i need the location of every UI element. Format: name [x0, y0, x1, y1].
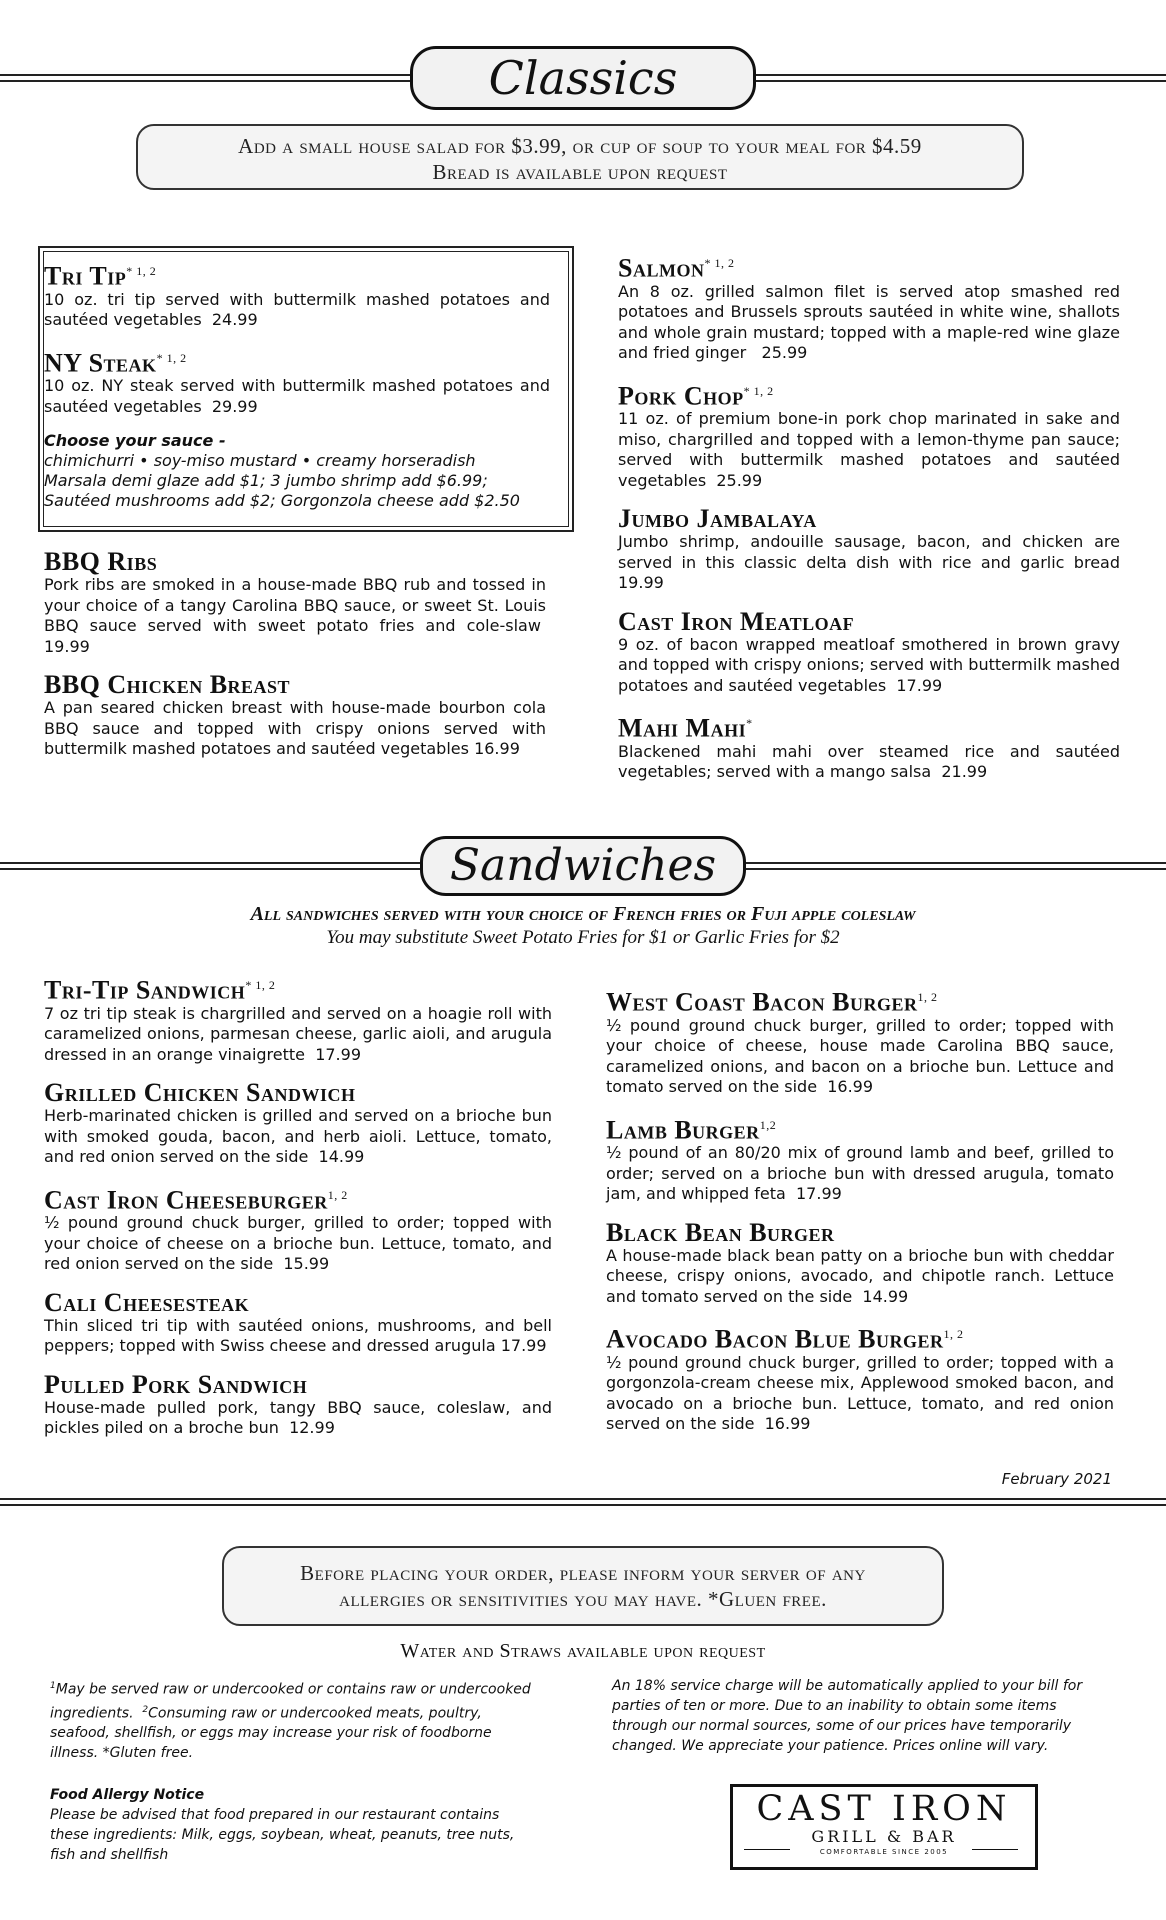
item-desc: ½ pound ground chuck burger, grilled to order; topped with your choice of cheese, house made Carolina BBQ sauce, caramelized onions, and bacon on a brioche bun. Lettuce and tomato served on the side [606, 1015, 1114, 1097]
service-charge-note: An 18% service charge will be automatically applied to your bill for parties of ten or more. Due to an inability to obtain some items through our normal sources, some of our prices have temporarily changed. We appreciate your patience. Prices online will vary. [612, 1678, 1083, 1754]
sauce-line-3: Sautéed mushrooms add $2; Gorgonzola cheese add $2.50 [44, 491, 520, 511]
item-desc: A pan seared chicken breast with house-made bourbon cola BBQ sauce and topped with crispy onions served with buttermilk mashed potatoes and sautéed vegetables [44, 698, 546, 758]
item-price: 16.99 [764, 1414, 811, 1434]
item-name: Mahi Mahi [618, 713, 747, 743]
menu-item [44, 548, 546, 657]
addon-line-2: Bread is available upon request [432, 160, 728, 184]
item-price: 17.99 [896, 675, 943, 695]
item-price: 21.99 [941, 762, 988, 782]
item-price: 14.99 [862, 1286, 909, 1306]
item-price: 19.99 [44, 636, 90, 656]
item-desc: 10 oz. tri tip served with buttermilk mashed potatoes and sautéed vegetables [44, 289, 550, 330]
item-price: 12.99 [289, 1418, 335, 1438]
item-price: 16.99 [827, 1077, 874, 1097]
raw-food-notice [50, 1676, 540, 1763]
item-price: 25.99 [761, 343, 808, 363]
item-price: 17.99 [315, 1044, 361, 1064]
menu-item [44, 1289, 552, 1357]
classics-right [618, 250, 1120, 797]
item-desc: Blackened mahi mahi over steamed rice and sautéed vegetables; served with a mango salsa [618, 741, 1120, 782]
menu-item [606, 984, 1114, 1098]
item-name: Jumbo Jambalaya [618, 504, 817, 534]
menu-item [606, 1219, 1114, 1308]
allergy-notice-text: Please be advised that food prepared in our restaurant contains these ingredients: Milk, eggs, soybean, wheat, peanuts, tree nuts, fish and shellfish [50, 1807, 515, 1864]
item-desc: Herb-marinated chicken is grilled and served on a brioche bun with smoked gouda, bacon, and herb aioli. Lettuce, tomato, and red onion served on the side [44, 1106, 552, 1167]
item-price: 24.99 [211, 310, 258, 330]
sandwiches-title: Sandwiches [420, 836, 746, 896]
cast-iron-logo [730, 1784, 1038, 1870]
logo-name: CAST IRON [756, 1789, 1012, 1829]
item-name: Grilled Chicken Sandwich [44, 1078, 356, 1108]
item-mark: 1, 2 [327, 1187, 348, 1202]
sauce-line-2: Marsala demi glaze add $1; 3 jumbo shrimp add $6.99; [44, 471, 488, 491]
item-mark: * 1, 2 [704, 256, 735, 270]
menu-item [618, 250, 1120, 364]
item-mark: * 1, 2 [245, 978, 276, 992]
menu-item [618, 378, 1120, 492]
item-desc: 9 oz. of bacon wrapped meatloaf smothered in brown gravy and topped with crispy onions; served with buttermilk mashed potatoes and sautéed vegetables [618, 634, 1120, 695]
item-name: West Coast Bacon Burger [606, 987, 918, 1017]
item-name: BBQ Ribs [44, 547, 158, 576]
item-name: Tri-Tip Sandwich [44, 975, 246, 1005]
sauce-title: Choose your sauce - [44, 431, 226, 451]
item-name: Pulled Pork Sandwich [44, 1369, 308, 1399]
allergy-warning-box [222, 1546, 944, 1626]
footnote-1-text: May be served raw or undercooked or contains raw or undercooked ingredients. [50, 1681, 531, 1722]
menu-item [44, 972, 552, 1065]
water-straws-note: Water and Straws available upon request [400, 1640, 766, 1662]
menu-item [44, 1371, 552, 1439]
menu-item [618, 505, 1120, 594]
menu-item [44, 1182, 552, 1275]
menu-date: February 2021 [1001, 1470, 1112, 1488]
footnote-mark-2: 2 [142, 1704, 149, 1715]
item-price: 15.99 [283, 1254, 330, 1274]
footnote-mark-1: 1 [50, 1681, 56, 1691]
item-desc: A house-made black bean patty on a brioche bun with cheddar cheese, crispy onions, avocado, and chipotle ranch. Lettuce and tomato served on the side [606, 1245, 1114, 1306]
item-price: 17.99 [500, 1336, 547, 1356]
sandwiches-left [44, 972, 552, 1453]
item-name: Cast Iron Meatloaf [618, 606, 855, 636]
item-name: Pork Chop [618, 381, 744, 411]
item-desc: Jumbo shrimp, andouille sausage, bacon, and chicken are served in this classic delta dish with rice and garlic bread [618, 532, 1120, 572]
item-price: 16.99 [474, 739, 520, 758]
item-price: 17.99 [796, 1184, 842, 1204]
item-name: BBQ Chicken Breast [44, 670, 291, 699]
sauce-options [44, 431, 550, 511]
logo-flourish-right [972, 1849, 1018, 1850]
classics-title: Classics [410, 46, 756, 110]
sandwich-substitute-note: You may substitute Sweet Potato Fries for $1 or Garlic Fries for $2 [326, 927, 840, 948]
allergy-line-1: Before placing your order, please inform your server of any [300, 1561, 866, 1585]
menu-item [44, 671, 546, 760]
classics-left-boxed [44, 258, 550, 511]
item-desc: ½ pound of an 80/20 mix of ground lamb and beef, grilled to order; served on a brioche bun with dressed arugula, tomato jam, and whipped feta [606, 1143, 1114, 1204]
item-mark: 1, 2 [917, 990, 938, 1004]
classics-left-more [44, 548, 546, 774]
allergy-notice-title: Food Allergy Notice [50, 1787, 205, 1804]
menu-item [44, 258, 550, 331]
logo-sub: GRILL & BAR [811, 1827, 957, 1846]
item-desc: Thin sliced tri tip with sautéed onions, mushrooms, and bell peppers; topped with Swiss cheese and dressed arugula [44, 1315, 552, 1356]
item-name: Salmon [618, 253, 705, 283]
item-mark: 1, 2 [943, 1327, 964, 1342]
item-name: Lamb Burger [606, 1115, 760, 1145]
menu-item [618, 608, 1120, 697]
item-desc: House-made pulled pork, tangy BBQ sauce, coleslaw, and pickles piled on a broche bun [44, 1397, 552, 1438]
item-price: 14.99 [318, 1147, 365, 1167]
footnote-left [50, 1676, 540, 1865]
item-price: 25.99 [716, 470, 763, 490]
item-price: 19.99 [618, 573, 664, 593]
item-desc: 10 oz. NY steak served with buttermilk mashed potatoes and sautéed vegetables [44, 376, 550, 416]
item-name: NY Steak [44, 348, 157, 378]
item-name: Avocado Bacon Blue Burger [606, 1324, 944, 1354]
menu-item [606, 1112, 1114, 1205]
item-desc: An 8 oz. grilled salmon filet is served atop smashed red potatoes and Brussels sprouts sautéed in white wine, shallots and whole grain mustard; topped with a maple-red wine glaze and fried ginger [618, 281, 1120, 363]
item-mark: * 1, 2 [156, 350, 187, 365]
item-mark: 1,2 [759, 1117, 777, 1132]
item-name: Cali Cheesesteak [44, 1287, 250, 1317]
sauce-line-1: chimichurri • soy-miso mustard • creamy horseradish [44, 451, 476, 471]
item-desc: ½ pound ground chuck burger, grilled to order; topped with your choice of cheese on a brioche bun. Lettuce, tomato, and red onion served on the side [44, 1213, 552, 1274]
logo-flourish-left [744, 1849, 790, 1850]
item-name: Black Bean Burger [606, 1217, 835, 1247]
item-mark: * [746, 716, 753, 731]
sandwiches-right [606, 984, 1114, 1449]
item-desc: Pork ribs are smoked in a house-made BBQ rub and tossed in your choice of a tangy Carolina BBQ sauce, or sweet St. Louis BBQ sauce served with sweet potato fries and cole-slaw [44, 575, 546, 635]
item-name: Tri Tip [44, 261, 127, 291]
item-mark: * 1, 2 [126, 264, 157, 278]
item-mark: * 1, 2 [743, 383, 774, 398]
classics-addon-note [136, 124, 1024, 190]
menu-item [606, 1321, 1114, 1435]
addon-line-1: Add a small house salad for $3.99, or cup of soup to your meal for $4.59 [238, 134, 922, 158]
logo-tagline: COMFORTABLE SINCE 2005 [819, 1848, 949, 1856]
menu-item [618, 710, 1120, 783]
item-desc: 11 oz. of premium bone-in pork chop marinated in sake and miso, chargrilled and topped with a lemon-thyme pan sauce; served with buttermilk mashed potatoes and sautéed vegetables [618, 409, 1120, 490]
footer-rule [0, 1498, 1166, 1506]
menu-item [44, 345, 550, 418]
item-desc: ½ pound ground chuck burger, grilled to order; topped with a gorgonzola-cream cheese mix, Applewood smoked bacon, and avocado on a brioche bun. Lettuce, tomato, and red onion served on the side [606, 1352, 1114, 1434]
allergy-line-2: allergies or sensitivities you may have. *Gluen free. [339, 1587, 827, 1611]
footnote-2-text: Consuming raw or undercooked meats, poultry, seafood, shellfish, or eggs may increase your risk of foodborne illness. *Gluten free. [50, 1705, 492, 1762]
sandwich-side-note: All sandwiches served with your choice of French fries or Fuji apple coleslaw [250, 903, 916, 925]
item-desc: 7 oz tri tip steak is chargrilled and served on a hoagie roll with caramelized onions, parmesan cheese, garlic aioli, and arugula dressed in an orange vinaigrette [44, 1003, 552, 1064]
item-price: 29.99 [211, 396, 258, 416]
item-name: Cast Iron Cheeseburger [44, 1185, 328, 1215]
menu-item [44, 1079, 552, 1168]
